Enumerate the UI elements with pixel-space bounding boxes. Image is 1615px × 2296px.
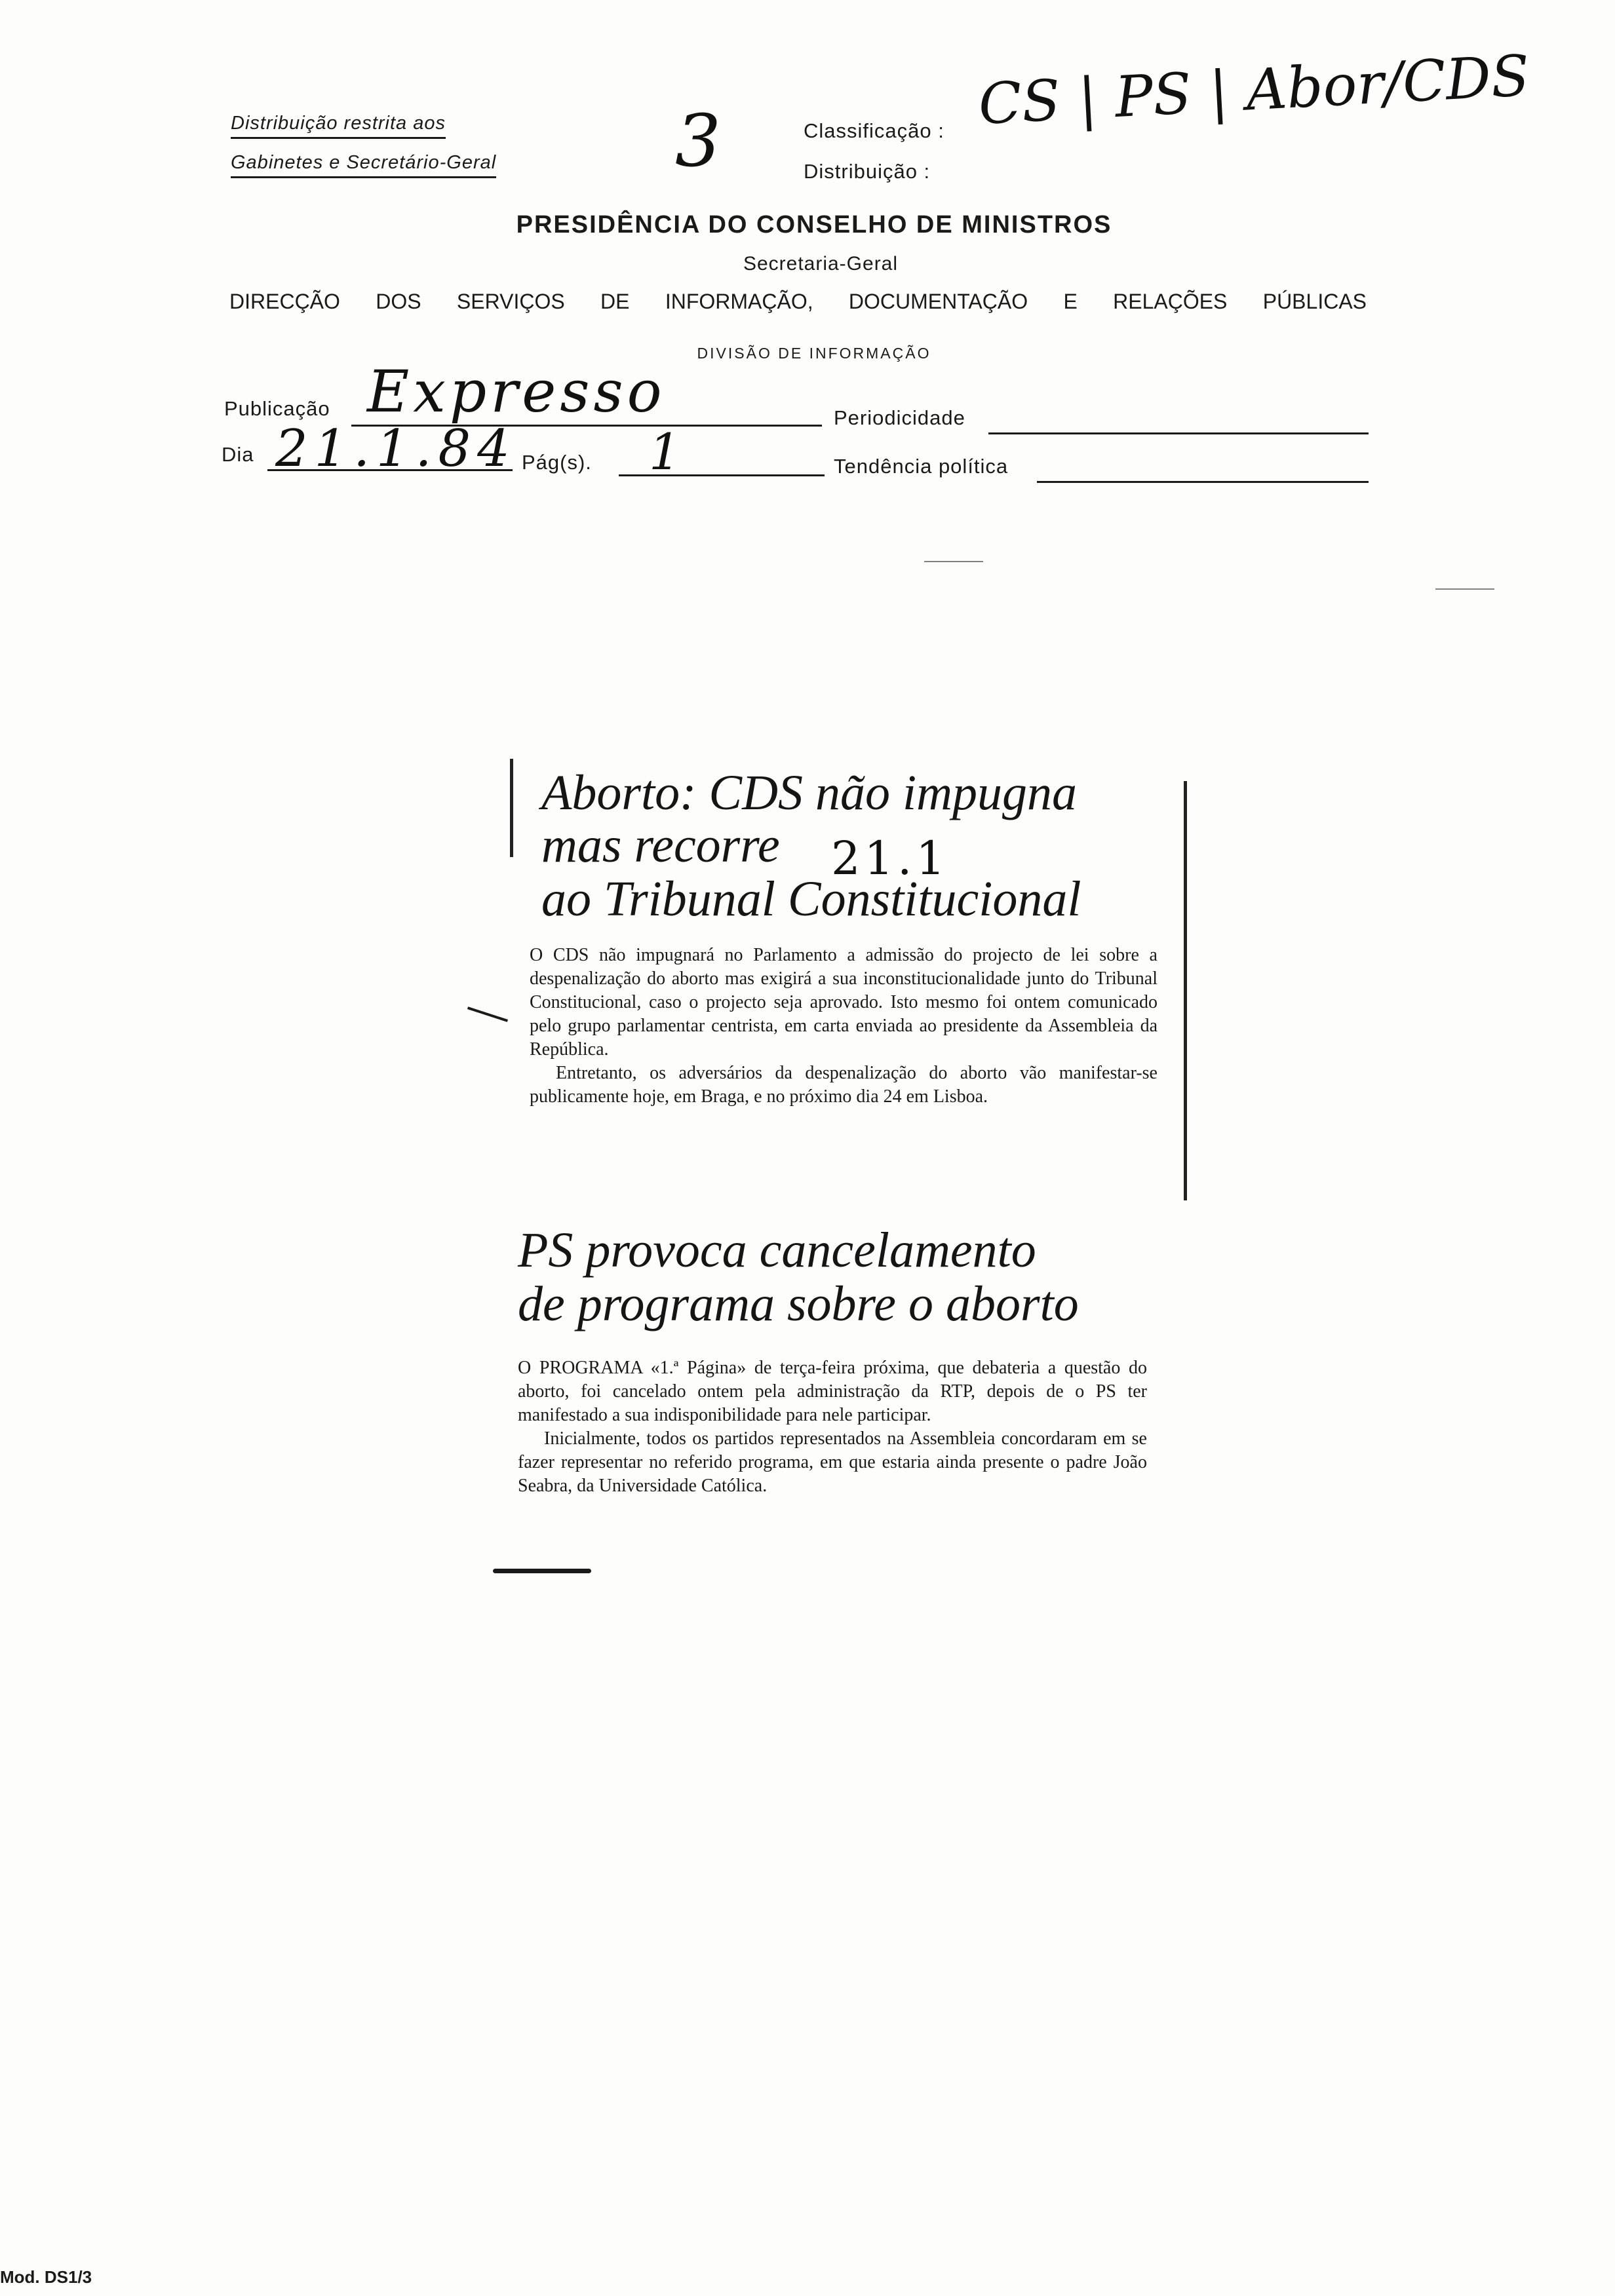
distribution-restricted-line1: Distribuição restrita aos xyxy=(231,113,446,139)
form-code: Mod. DS1/3 xyxy=(0,2267,92,2287)
article1-paragraph1: O CDS não impugnará no Parlamento a admissão do projecto de lei sobre a despenalização do aborto mas exigirá a sua inconstitucionalidade junto do Tribunal Constitucional, caso o projecto seja aprovado. Isto mesmo foi ontem comunicado pelo grupo parlamentar centrista, em carta enviada ao presidente da Assembleia da República. xyxy=(530,945,1158,1060)
margin-annotation-stroke xyxy=(467,1006,508,1022)
handwritten-classification: CS | PS | Abor/CDS xyxy=(977,43,1532,138)
secretariat-title: Secretaria-Geral xyxy=(743,253,899,275)
clipping-left-edge xyxy=(510,759,513,857)
article2-headline-line1: PS provoca cancelamento xyxy=(518,1223,1036,1278)
clipping-right-edge xyxy=(1184,781,1187,1200)
directorate-title: DIRECÇÃO DOS SERVIÇOS DE INFORMAÇÃO, DOCUMENTAÇÃO E RELAÇÕES PÚBLICAS xyxy=(229,290,1367,313)
article1-paragraph2: Entretanto, os adversários da despenalização do aborto vão manifestar-se publicamente hoje, em Braga, e no próximo dia 24 em Lisboa. xyxy=(530,1063,1158,1107)
division-title: DIVISÃO DE INFORMAÇÃO xyxy=(697,345,931,362)
article2-paragraph1: O PROGRAMA «1.ª Página» de terça-feira próxima, que debateria a questão do aborto, foi cancelado ontem pela administração da RTP, depois de o PS ter manifestado a sua indisponibilidade para nele participar. xyxy=(518,1358,1147,1425)
scan-mark xyxy=(924,561,983,562)
article1-headline-line2: mas recorre xyxy=(541,818,780,873)
day-label: Dia xyxy=(222,443,254,466)
article2-headline-line2: de programa sobre o aborto xyxy=(518,1276,1079,1331)
political-tendency-field-line xyxy=(1037,481,1369,483)
article1-headline-line1: Aborto: CDS não impugna xyxy=(541,765,1077,820)
pages-label: Pág(s). xyxy=(522,451,592,474)
article2-paragraph2: Inicialmente, todos os partidos representados na Assembleia concordaram em se fazer representar no referido programa, em que estaria ainda presente o padre João Seabra, da Universidade Católica. xyxy=(518,1428,1147,1496)
classification-label: Classificação : xyxy=(804,119,944,142)
scan-mark xyxy=(1435,588,1494,590)
political-tendency-label: Tendência política xyxy=(834,455,1009,478)
institution-title: PRESIDÊNCIA DO CONSELHO DE MINISTROS xyxy=(516,211,1112,239)
article1-body xyxy=(530,944,1158,1109)
periodicity-label: Periodicidade xyxy=(834,406,965,429)
distribution-restricted-line2: Gabinetes e Secretário-Geral xyxy=(231,152,496,178)
article2-body xyxy=(518,1356,1147,1498)
publication-value: Expresso xyxy=(367,358,666,425)
handwritten-clipping-date: 21.1 xyxy=(831,832,949,885)
distribution-label: Distribuição : xyxy=(804,160,931,183)
periodicity-field-line xyxy=(988,432,1369,434)
publication-label: Publicação xyxy=(224,397,330,420)
pages-value: 1 xyxy=(649,423,681,481)
underline-annotation-stroke xyxy=(493,1569,591,1573)
article1-headline-line3: ao Tribunal Constitucional xyxy=(541,871,1081,927)
handwritten-number: 3 xyxy=(675,99,721,183)
day-value: 21.1.84 xyxy=(275,419,516,478)
